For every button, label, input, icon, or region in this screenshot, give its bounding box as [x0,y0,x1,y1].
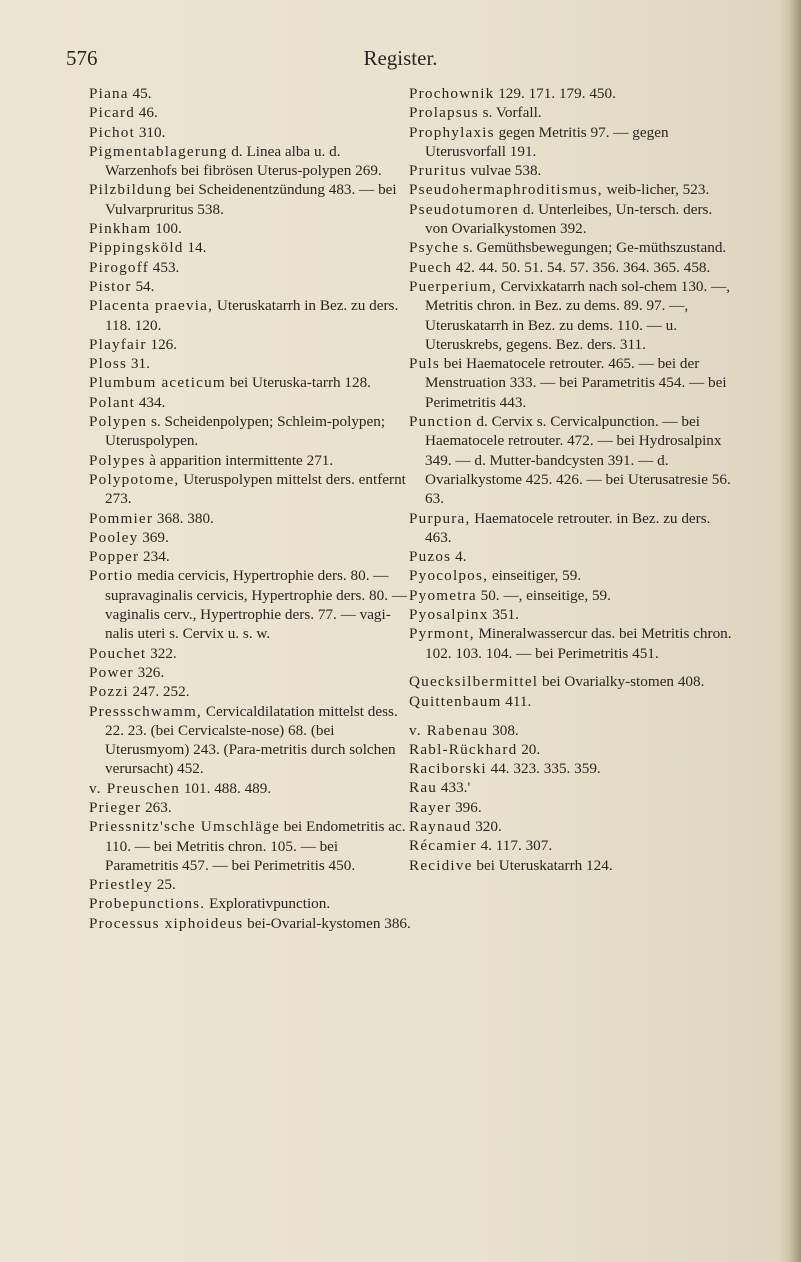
index-entry-references: gegen Metritis 97. — gegen Uterusvorfall 191. [425,123,669,160]
index-entry-references: 411. [505,692,532,710]
index-entry [409,692,733,711]
index-entry-heading: Purpura, [409,509,471,527]
index-entry-references: à apparition intermittente 271. [149,451,334,469]
index-entry-references: d. Cervix s. Cervicalpunction. — bei Haematocele retrouter. 472. — bei Hydrosalpinx 349. — d. Mutter-bandcysten 391. — d. Ovarialkystome 425. 426. — bei Uterusatresie 56. 63. [425,413,731,508]
index-entry-heading: Pressschwamm, [89,702,203,720]
index-entry [89,103,413,122]
index-entry-references: 46. [138,104,158,122]
index-entry [409,277,733,354]
index-entry-references: Uteruspolypen mittelst ders. entfernt 273. [105,470,406,508]
index-entry-heading: Pyosalpinx [409,606,489,624]
index-entry [409,740,733,759]
index-entry-heading: Probepunctions. [89,895,206,913]
index-entry [89,702,413,779]
page-edge-shadow [779,0,801,1262]
index-entry-references: bei Ovarialky-stomen 408. [542,673,705,691]
index-entry [89,663,413,682]
index-entry [409,798,733,817]
index-entry-references: bei Uteruskatarrh 124. [476,856,613,874]
index-entry-heading: Pilzbildung [89,181,173,199]
index-entry-heading: Puech [409,258,453,276]
index-entry [89,547,413,566]
index-entry-references: s. Scheidenpolypen; Schleim-polypen; Uteruspolypen. [105,413,386,450]
index-entry-heading: Placenta praevia, [89,297,214,315]
index-entry [89,451,413,470]
index-entry [409,586,733,605]
index-entry-references: 31. [130,355,150,373]
index-entry-heading: Pyrmont, [409,625,475,643]
index-entry-heading: Puerperium, [409,277,497,295]
index-entry [409,856,733,875]
index-entry-heading: Priessnitz'sche Umschläge [89,818,280,836]
index-entry-references: Cervixkatarrh nach sol-chem 130. —, Metritis chron. in Bez. zu dems. 89. 97. —, Uteruskatarrh in Bez. zu dems. 110. — u. Uteruskrebs, gegens. Bez. ders. 311. [425,277,731,353]
index-entry [409,354,733,412]
index-entry [409,258,733,277]
index-entry-references: s. Vorfall. [482,104,542,122]
index-entry-heading: Pyocolpos, [409,567,489,585]
index-entry-heading: Prochownik [409,85,495,102]
index-entry-heading: Quittenbaum [409,692,502,710]
index-entry-heading: Priestley [89,876,153,894]
index-entry-heading: Récamier [409,837,477,855]
index-entry-references: 326. [137,663,165,681]
index-entry-references: Haematocele retrouter. in Bez. zu ders. 463. [425,509,711,546]
index-entry [409,624,733,663]
index-entry [409,200,733,239]
index-entry-references: 54. [135,277,155,295]
index-entry-heading: Rau [409,779,438,797]
index-entry-heading: Pigmentablagerung [89,142,228,160]
page-header [66,46,735,74]
index-entry [89,509,413,528]
index-entry-heading: Pommier [89,509,154,527]
index-entry-references: 320. [475,817,502,835]
index-entry-heading: Popper [89,548,140,566]
index-entry-references: d. Linea alba u. d. Warzenhofs bei fibrösen Uterus-polypen 269. [105,142,382,180]
index-entry [409,103,733,122]
index-entry-heading: Pippingsköld [89,239,184,257]
index-entry-heading: Plumbum aceticum [89,374,226,392]
running-title: Register. [363,46,438,70]
index-entry-heading: Pooley [89,528,139,546]
index-entry-heading: Prieger [89,798,142,816]
index-entry-heading: Pistor [89,277,132,295]
index-entry-references: bei Scheidenentzündung 483. — bei Vulvarpruritus 538. [105,181,397,218]
index-entry [409,412,733,508]
index-entry-references: Explorativpunction. [209,895,331,913]
index-entry [89,644,413,663]
index-entry-heading: Polant [89,393,136,411]
index-entry-references: 434. [138,393,166,411]
index-entry-references: 351. [492,606,519,624]
index-entry-references: einseitiger, 59. [491,567,582,585]
index-entry-references: 453. [152,258,180,276]
index-entry-references: 322. [150,644,177,662]
index-entry-heading: Pseudohermaphroditismus, [409,181,603,199]
index-entry-references: Mineralwassercur das. bei Metritis chron. 102. 103. 104. — bei Perimetritis 451. [425,625,732,662]
index-entry-heading: Ploss [89,355,128,373]
index-entry-references: bei Haematocele retrouter. 465. — bei der Menstruation 333. — bei Parametritis 454. — bei Perimetritis 443. [425,355,727,411]
index-entry-references: 433.' [440,779,471,797]
index-entry-references: media cervicis, Hypertrophie ders. 80. — supravaginalis cervicis, Hypertrophie ders. 80. — vaginalis cerv., Hypertrophie ders. 77. — vagi-nalis uteri s. Cervix u. s. w. [105,567,407,643]
index-entry-references: 42. 44. 50. 51. 54. 57. 356. 364. 365. 458. [455,258,711,276]
index-entry-references: Uteruskatarrh in Bez. zu ders. 118. 120. [105,297,399,334]
index-entry [409,238,733,257]
index-entry-references: 368. 380. [156,509,214,527]
index-entry-references: 25. [156,876,176,894]
index-entry [409,721,733,740]
index-entry-heading: Pseudotumoren [409,200,520,218]
index-entry-references: bei Endometritis ac. 110. — bei Metritis chron. 105. — bei Parametritis 457. — bei Perimetritis 450. [105,818,406,874]
index-entry-references: 369. [142,528,169,546]
index-entry-heading: Playfair [89,335,147,353]
index-entry-heading: Quecksilbermittel [409,673,539,691]
index-entry-heading: Rabl-Rückhard [409,740,518,758]
index-entry [409,547,733,566]
index-entry-heading: Picard [89,104,135,122]
index-entry-heading: Processus xiphoideus [89,914,244,932]
index-entry-references: 234. [143,548,170,566]
index-entry [89,373,413,392]
index-entry-heading: Pruritus [409,162,467,180]
index-entry-references: 396. [455,798,482,816]
index-entry-heading: Pinkham [89,220,152,238]
index-entry [89,335,413,354]
index-entry-references: 247. 252. [132,683,190,701]
index-entry-references: 4. [455,548,467,566]
index-entry [89,779,413,798]
index-entry [409,836,733,855]
index-entry-references: Cervicaldilatation mittelst dess. 22. 23. (bei Cervicalste-nose) 68. (bei Uterusmyom) 243. (Para-metritis durch solchen verursacht) 452. [105,702,398,778]
index-entry [409,180,733,199]
index-entry-heading: Rayer [409,798,452,816]
index-entry-heading: Polypes [89,451,146,469]
index-entry [89,354,413,373]
index-entry [409,84,733,103]
index-entry-heading: Puls [409,355,440,373]
index-entry-heading: v. Rabenau [409,721,489,739]
index-entry-references: s. Gemüthsbewegungen; Ge-müthszustand. [463,239,727,257]
index-entry-heading: v. Preuschen [89,779,181,797]
index-entry-references: 20. [521,740,541,758]
index-entry [89,412,413,451]
index-entry-heading: Pyometra [409,586,477,604]
index-entry-references: 308. [492,721,519,739]
index-entry-heading: Polypen [89,413,148,431]
index-entry-heading: Puzos [409,548,452,566]
index-entry-heading: Pouchet [89,644,147,662]
index-entry [89,277,413,296]
index-entry [409,509,733,548]
index-entry-references: bei Uteruska-tarrh 128. [229,374,371,392]
index-column-left [89,84,413,933]
index-entry [409,566,733,585]
index-entry-heading: Pirogoff [89,258,149,276]
index-entry-references: 101. 488. 489. [183,779,272,797]
index-entry [89,142,413,181]
index-entry [89,84,413,103]
page-number: 576 [66,46,98,70]
index-entry [409,759,733,778]
index-entry [409,778,733,797]
index-entry [89,393,413,412]
index-entry-heading: Piana [89,85,129,102]
index-entry [89,798,413,817]
index-entry-heading: Raynaud [409,817,472,835]
index-entry-heading: Power [89,663,134,681]
index-entry-references: bei-Ovarial-kystomen 386. [247,914,411,932]
index-entry-references: weib-licher, 523. [606,181,710,199]
index-entry [409,605,733,624]
index-entry [89,894,413,913]
index-entry-references: 100. [155,220,182,238]
index-entry [89,219,413,238]
index-entry [89,875,413,894]
index-column-right [409,84,733,875]
index-entry-heading: Prolapsus [409,104,479,122]
index-entry-heading: Pichot [89,123,136,141]
index-entry [89,528,413,547]
index-entry-references: vulvae 538. [470,162,542,180]
index-entry-references: 50. —, einseitige, 59. [480,586,611,604]
index-entry-heading: Polypotome, [89,470,180,488]
index-entry-heading: Prophylaxis [409,123,495,141]
index-entry-references: d. Unterleibes, Un-tersch. ders. von Ovarialkystomen 392. [425,200,713,238]
index-entry [409,817,733,836]
index-entry-heading: Recidive [409,856,473,874]
index-entry-references: 14. [187,239,207,257]
index-entry [89,258,413,277]
index-entry [89,914,413,933]
index-entry-heading: Psyche [409,239,460,257]
index-entry-heading: Portio [89,567,134,585]
index-entry-heading: Raciborski [409,760,487,778]
index-entry-references: 44. 323. 335. 359. [490,760,601,778]
index-entry-references: 126. [150,335,178,353]
index-entry-references: 129. 171. 179. 450. [498,85,616,102]
index-entry [89,817,413,875]
index-entry-references: 263. [145,798,172,816]
index-entry [89,566,413,643]
index-entry [89,238,413,257]
index-entry [89,123,413,142]
index-entry [409,672,733,691]
index-entry-references: 310. [138,123,166,141]
index-entry [89,296,413,335]
index-entry-heading: Punction [409,413,473,431]
index-entry-references: 45. [132,85,152,102]
index-entry [409,161,733,180]
index-entry [89,470,413,509]
index-entry-heading: Pozzi [89,683,129,701]
index-entry [409,123,733,162]
index-entry-references: 4. 117. 307. [480,837,553,855]
index-entry [89,682,413,701]
index-entry [89,180,413,219]
